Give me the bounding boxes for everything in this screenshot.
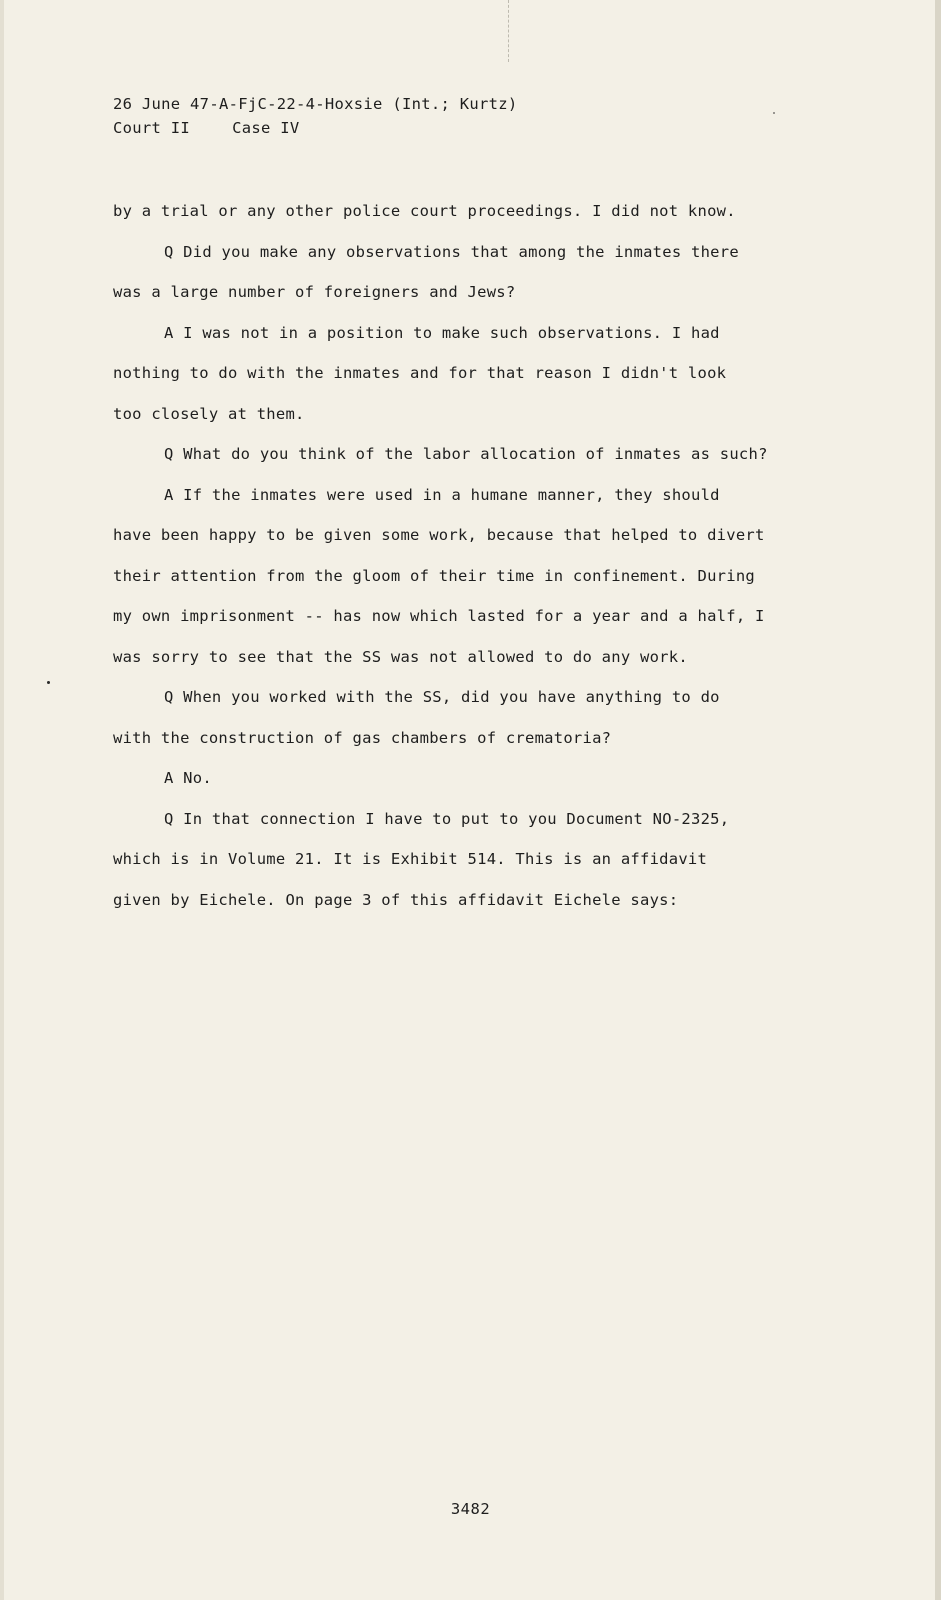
- header-court-line: [113, 116, 518, 140]
- ink-speck: [47, 681, 50, 684]
- transcript-line: was a large number of foreigners and Jews?: [113, 283, 516, 301]
- page-edge-right: [935, 0, 941, 1600]
- transcript-line: Q Did you make any observations that among the inmates there: [164, 242, 739, 261]
- transcript-line: given by Eichele. On page 3 of this affidavit Eichele says:: [113, 890, 679, 909]
- transcript-line: Q What do you think of the labor allocation of inmates as such?: [164, 445, 768, 463]
- transcript-line: their attention from the gloom of their time in confinement. During: [113, 566, 755, 585]
- fold-mark: [508, 0, 509, 62]
- case-label: Case IV: [232, 119, 300, 137]
- document-header: [113, 92, 518, 140]
- transcript-line: was sorry to see that the SS was not allowed to do any work.: [113, 647, 688, 666]
- transcript-body: [113, 191, 813, 920]
- header-reference-line: 26 June 47-A-FjC-22-4-Hoxsie (Int.; Kurtz): [113, 95, 518, 113]
- ink-speck: [773, 112, 775, 114]
- transcript-line: by a trial or any other police court proceedings. I did not know.: [113, 202, 736, 220]
- court-label: Court II: [113, 119, 191, 137]
- transcript-line: my own imprisonment -- has now which lasted for a year and a half, I: [113, 607, 765, 625]
- transcript-line: nothing to do with the inmates and for that reason I didn't look: [113, 364, 727, 382]
- transcript-line: A If the inmates were used in a humane manner, they should: [164, 485, 720, 504]
- page-edge-left: [0, 0, 4, 1600]
- transcript-line: A No.: [164, 769, 212, 787]
- transcript-line: Q When you worked with the SS, did you have anything to do: [164, 688, 720, 706]
- transcript-line: with the construction of gas chambers of crematoria?: [113, 728, 612, 747]
- page-number: 3482: [450, 1500, 491, 1518]
- transcript-line: Q In that connection I have to put to you Document NO-2325,: [164, 809, 730, 828]
- transcript-line: too closely at them.: [113, 404, 305, 423]
- transcript-line: A I was not in a position to make such observations. I had: [164, 323, 720, 342]
- transcript-line: have been happy to be given some work, because that helped to divert: [113, 526, 765, 544]
- transcript-line: which is in Volume 21. It is Exhibit 514. This is an affidavit: [113, 850, 708, 868]
